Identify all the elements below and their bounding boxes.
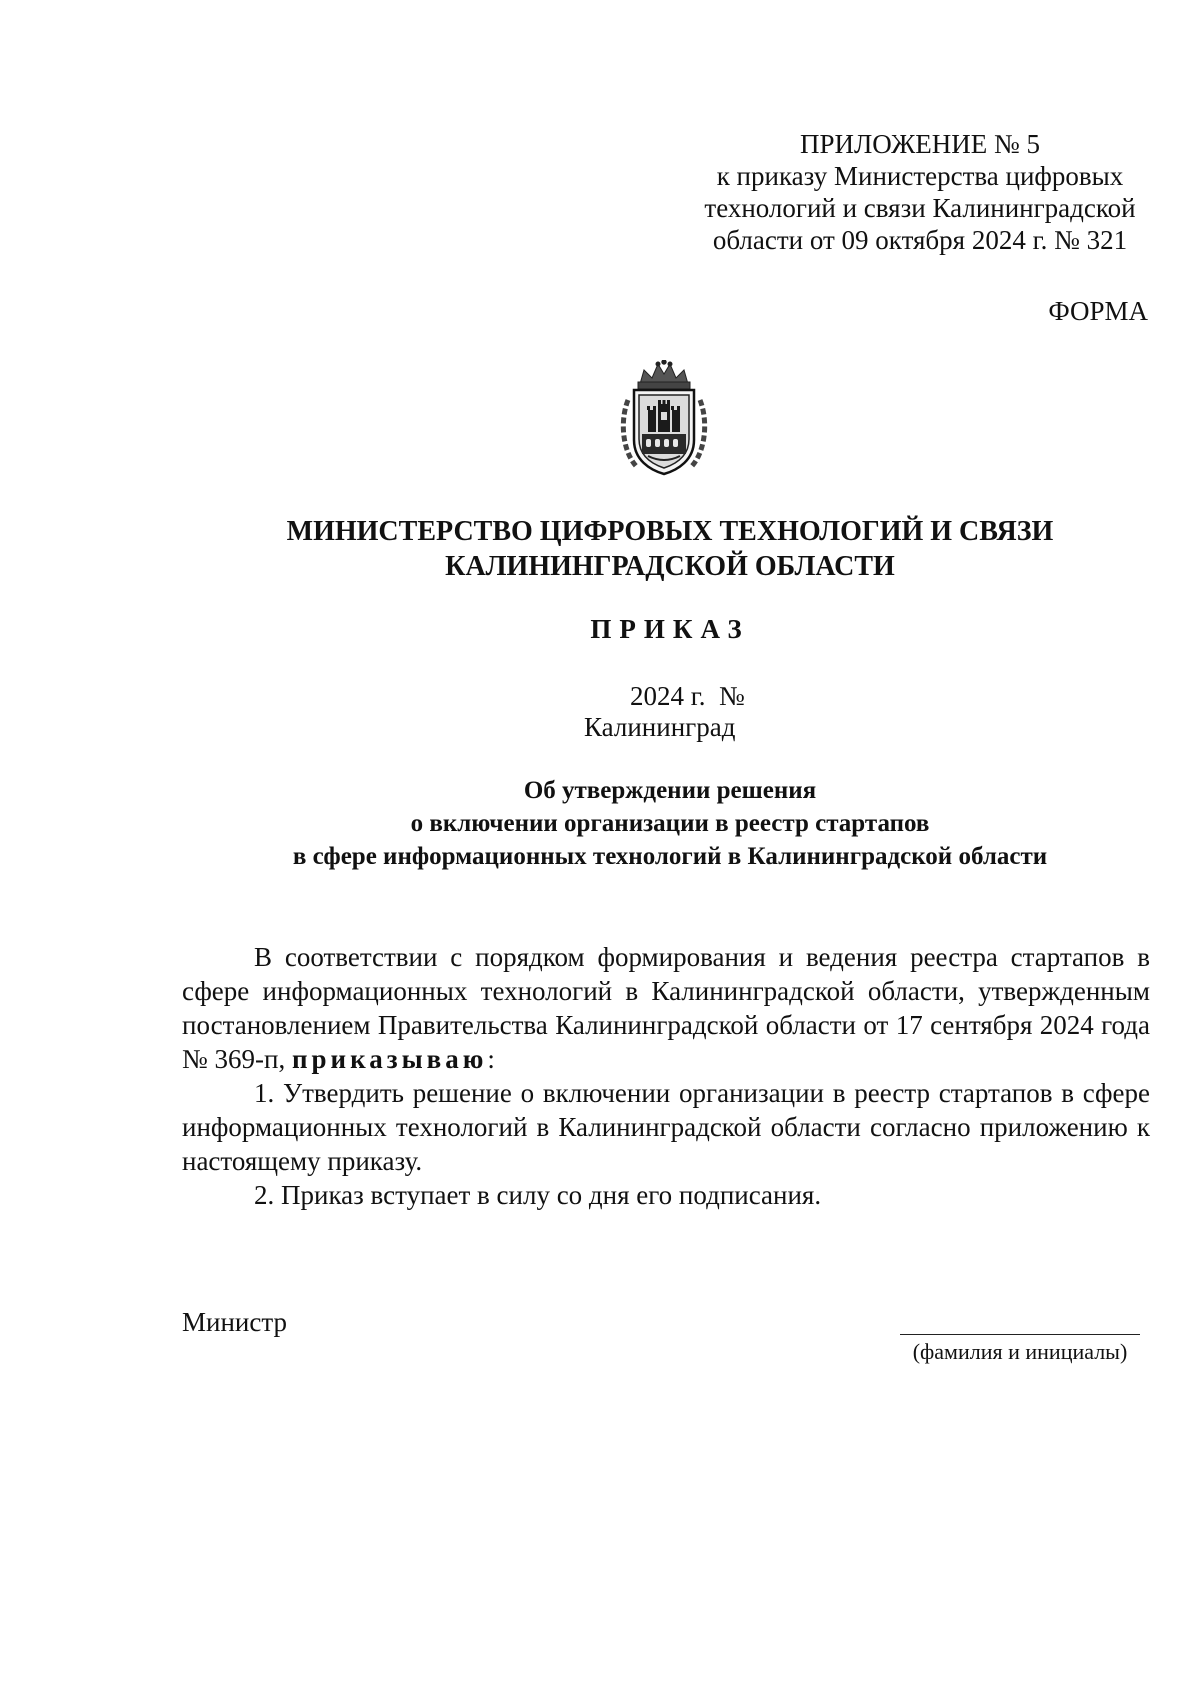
form-label: ФОРМА [1048,296,1148,326]
appendix-ref-line-3: области от 09 октября 2024 г. № 321 [712,225,1128,255]
order-subject [100,774,1200,873]
ministry-name-line-2: КАЛИНИНГРАДСКОЙ ОБЛАСТИ [445,551,895,582]
subject-line-3: в сфере информационных технологий в Калининградской области [292,843,1048,870]
order-verb: приказываю [291,1044,488,1074]
appendix-ref-line-1: к приказу Министерства цифровых [716,161,1124,191]
ministry-name [100,514,1200,584]
ministry-name-line-1: МИНИСТЕРСТВО ЦИФРОВЫХ ТЕХНОЛОГИЙ И СВЯЗИ [286,516,1054,547]
preamble-paragraph [182,940,1150,1076]
order-body [182,940,1150,1212]
signature-line [900,1334,1140,1335]
subject-line-2: о включении организации в реестр стартапов [410,810,930,837]
appendix-ref-line-2: технологий и связи Калининградской [704,193,1136,223]
preamble-text: В соответствии с порядком формирования и ведения реестра стартапов в сфере информационных технологий в Калининградской области, утвержденным постановлением Правительства Калининградской области от 17 сентября 2024 года № 369-п, [182,942,1150,1074]
subject-line-1: Об утверждении решения [523,777,817,804]
appendix-header [690,128,1150,256]
order-date-number: 2024 г. № [630,681,745,711]
order-city: Калининград [584,712,736,742]
signatory-position: Министр [182,1307,287,1337]
coat-of-arms-icon [618,360,710,478]
order-item-1: 1. Утвердить решение о включении организации в реестр стартапов в сфере информационных технологий в Калининградской области согласно приложению к настоящему приказу. [182,1078,1150,1176]
signature-caption: (фамилия и инициалы) [912,1339,1128,1364]
appendix-number: ПРИЛОЖЕНИЕ № 5 [799,129,1041,159]
order-title: ПРИКАЗ [590,614,750,644]
order-item-2: 2. Приказ вступает в силу со дня его подписания. [254,1180,822,1210]
preamble-colon: : [487,1044,495,1074]
